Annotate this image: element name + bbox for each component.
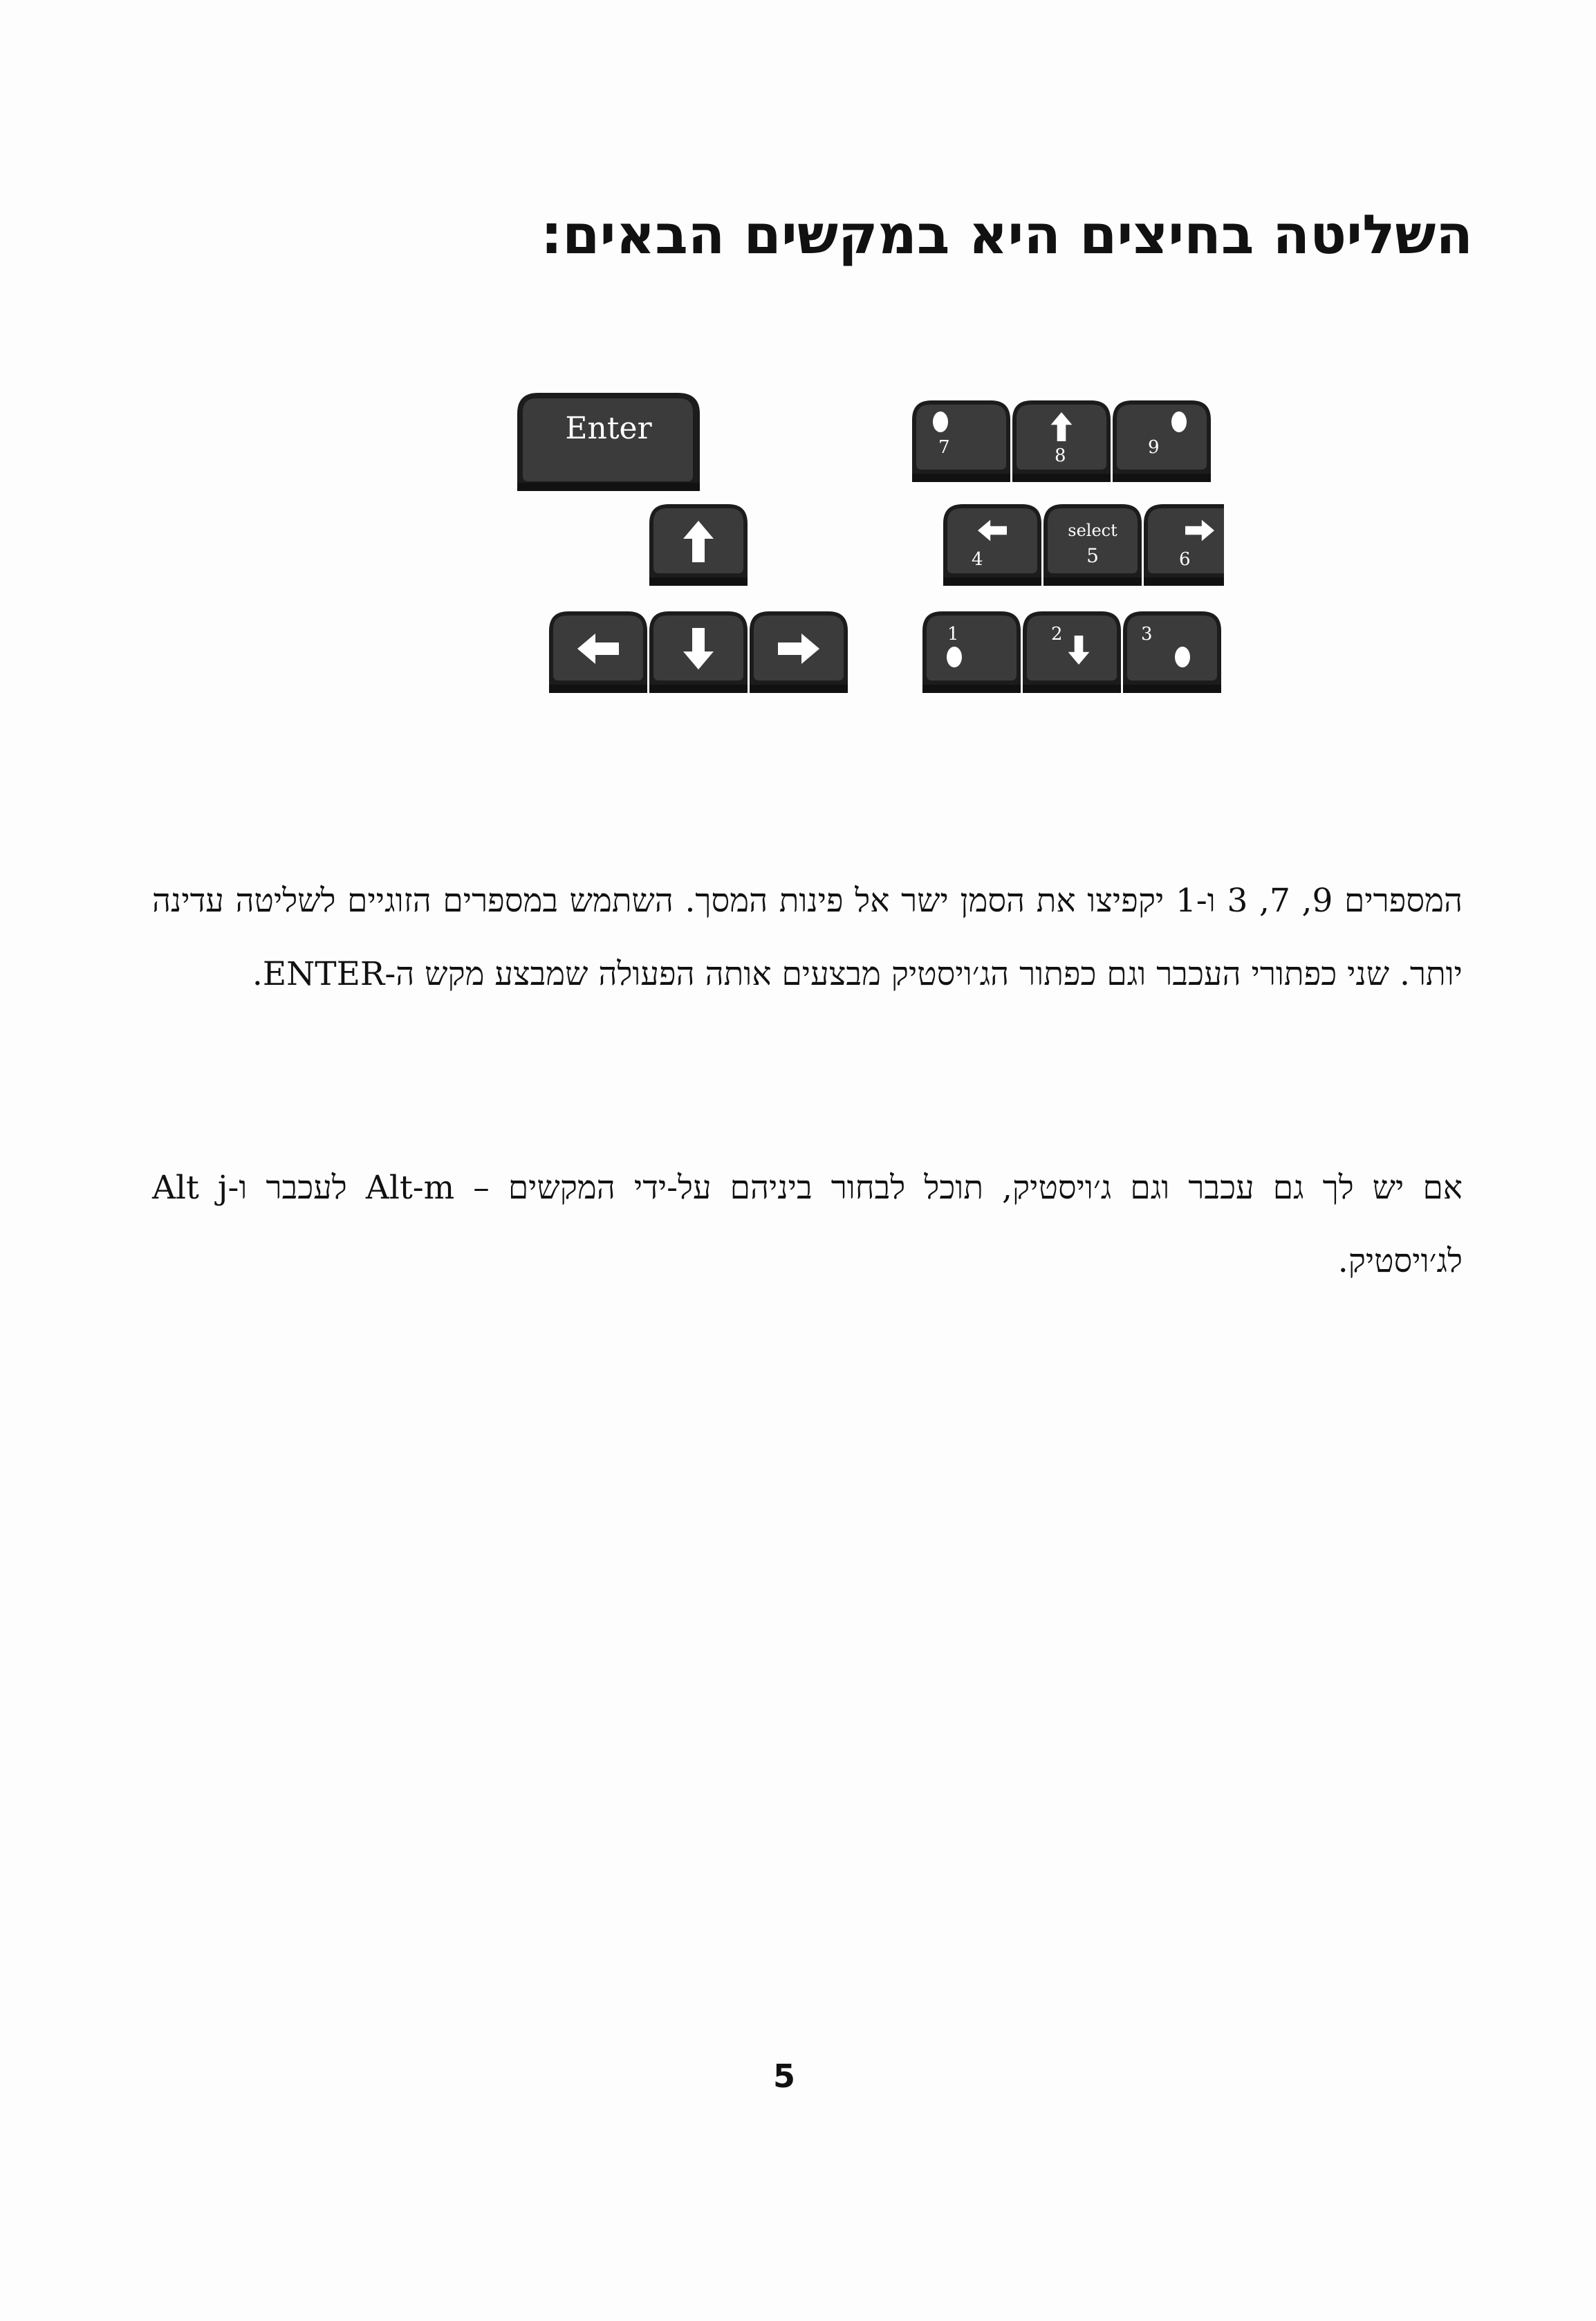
- key-3: [1123, 611, 1221, 693]
- key-3-label: 3: [1141, 624, 1153, 645]
- keyboard-keys-illustration: [512, 387, 1224, 712]
- page-number: 5: [772, 2058, 795, 2095]
- key-1-label: 1: [947, 624, 959, 645]
- dot-icon: [1175, 647, 1190, 667]
- key-8: [1012, 400, 1111, 482]
- dot-icon: [933, 412, 948, 432]
- key-arrow-up-left-cluster: [649, 504, 748, 586]
- key-arrow-right: [750, 611, 848, 693]
- key-5-select-label: select: [1068, 521, 1117, 540]
- key-arrow-down: [649, 611, 748, 693]
- key-4-label: 4: [972, 549, 983, 570]
- paragraph-corner-jumps: המספרים 9, 7, 3 ו-1 יקפיצו את הסמן ישר אל פינות המסך. השתמש במספרים הזוגיים לשליטה עדינה יותר. שני כפתורי העכבר וגם כפתור הג׳ויסטיק מבצעים אותה הפעולה שמבצע מקש ה-ENTER.: [152, 882, 1463, 993]
- key-5: [1043, 504, 1142, 586]
- key-7: [912, 400, 1010, 482]
- key-2-label: 2: [1051, 624, 1063, 645]
- key-2: [1023, 611, 1121, 693]
- enter-key-label: Enter: [565, 411, 652, 446]
- key-1: [922, 611, 1021, 693]
- key-6-label: 6: [1179, 549, 1191, 570]
- key-4: [943, 504, 1041, 586]
- key-9-label: 9: [1148, 437, 1160, 458]
- key-8-label: 8: [1055, 445, 1066, 466]
- key-5-label: 5: [1086, 544, 1099, 567]
- dot-icon: [947, 647, 962, 667]
- dot-icon: [1171, 412, 1187, 432]
- key-9: [1113, 400, 1211, 482]
- page-heading: השליטה בחיצים היא במקשים הבאים:: [540, 204, 1473, 266]
- key-6: [1144, 504, 1224, 586]
- paragraph-mouse-joystick: אם יש לך גם עכבר וגם ג׳ויסטיק, תוכל לבחור ביניהם על-ידי המקשים – Alt-m לעכבר ו-Alt j לג׳ויסטיק.: [152, 1169, 1463, 1280]
- key-7-label: 7: [938, 437, 950, 458]
- key-arrow-left: [549, 611, 647, 693]
- enter-key: [517, 393, 700, 491]
